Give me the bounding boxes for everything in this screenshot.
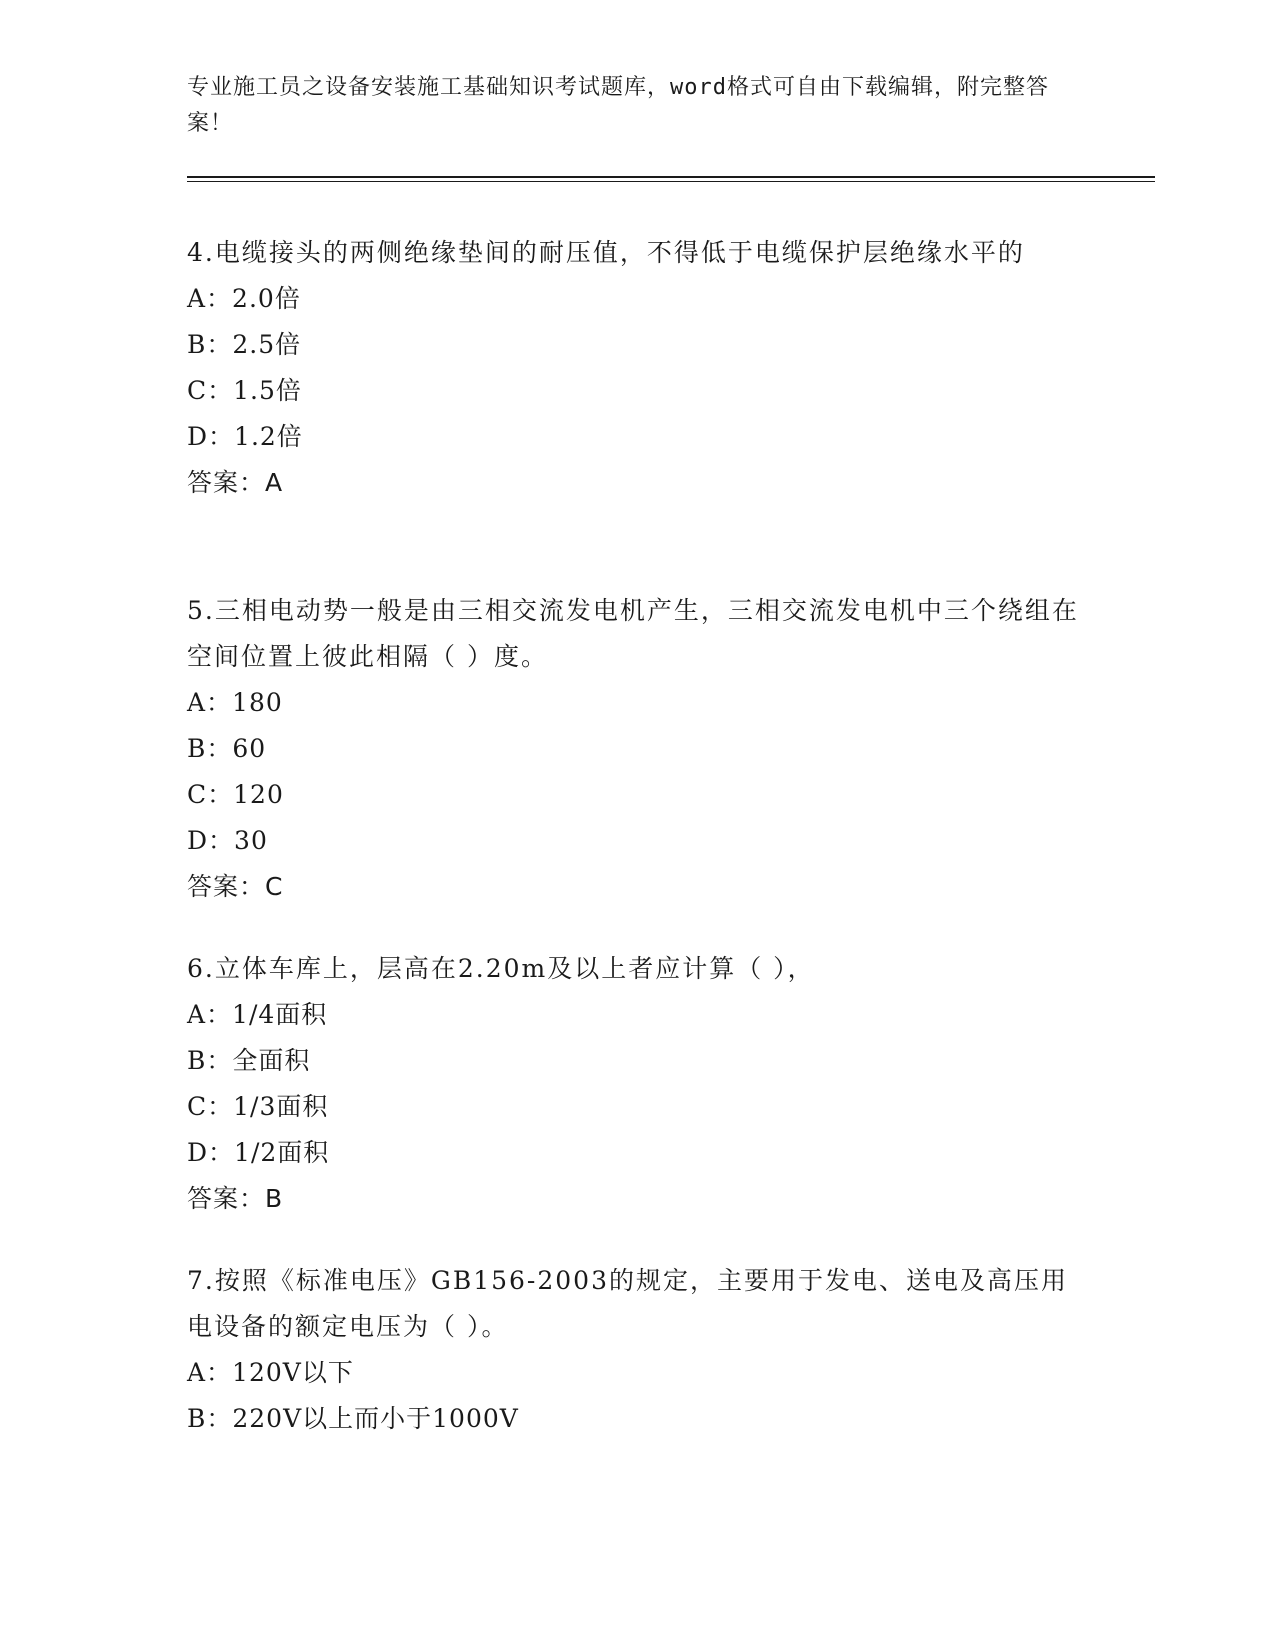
answer: 答案：C bbox=[187, 872, 284, 901]
question-text: 4.电缆接头的两侧绝缘垫间的耐压值，不得低于电缆保护层绝缘水平的 bbox=[187, 238, 1025, 267]
option-d: D：1.2倍 bbox=[187, 422, 303, 451]
option-a: A：120V以下 bbox=[187, 1358, 354, 1387]
option-a: A：2.0倍 bbox=[187, 284, 301, 313]
question-7 bbox=[187, 1258, 1087, 1442]
option-c: C：120 bbox=[187, 780, 284, 809]
option-d: D：30 bbox=[187, 826, 268, 855]
question-text: 5.三相电动势一般是由三相交流发电机产生，三相交流发电机中三个绕组在空间位置上彼此相隔（ ）度。 bbox=[187, 596, 1079, 671]
option-d: D：1/2面积 bbox=[187, 1138, 330, 1167]
question-text: 6.立体车库上，层高在2.20m及以上者应计算（ ）， bbox=[187, 954, 815, 983]
answer: 答案：B bbox=[187, 1184, 284, 1213]
option-b: B：60 bbox=[187, 734, 267, 763]
question-5 bbox=[187, 588, 1087, 910]
option-b: B：220V以上而小于1000V bbox=[187, 1404, 519, 1433]
header-text: 专业施工员之设备安装施工基础知识考试题库，word格式可自由下载编辑，附完整答案！ bbox=[187, 75, 1049, 136]
question-text: 7.按照《标准电压》GB156-2003的规定，主要用于发电、送电及高压用电设备的额定电压为（ ）。 bbox=[187, 1266, 1068, 1341]
option-a: A：1/4面积 bbox=[187, 1000, 328, 1029]
option-c: C：1/3面积 bbox=[187, 1092, 329, 1121]
option-b: B：全面积 bbox=[187, 1046, 311, 1075]
answer: 答案：A bbox=[187, 468, 284, 497]
option-c: C：1.5倍 bbox=[187, 376, 302, 405]
question-4 bbox=[187, 230, 1087, 506]
option-a: A：180 bbox=[187, 688, 283, 717]
header-rule bbox=[187, 176, 1155, 182]
option-b: B：2.5倍 bbox=[187, 330, 302, 359]
question-6 bbox=[187, 946, 1087, 1222]
